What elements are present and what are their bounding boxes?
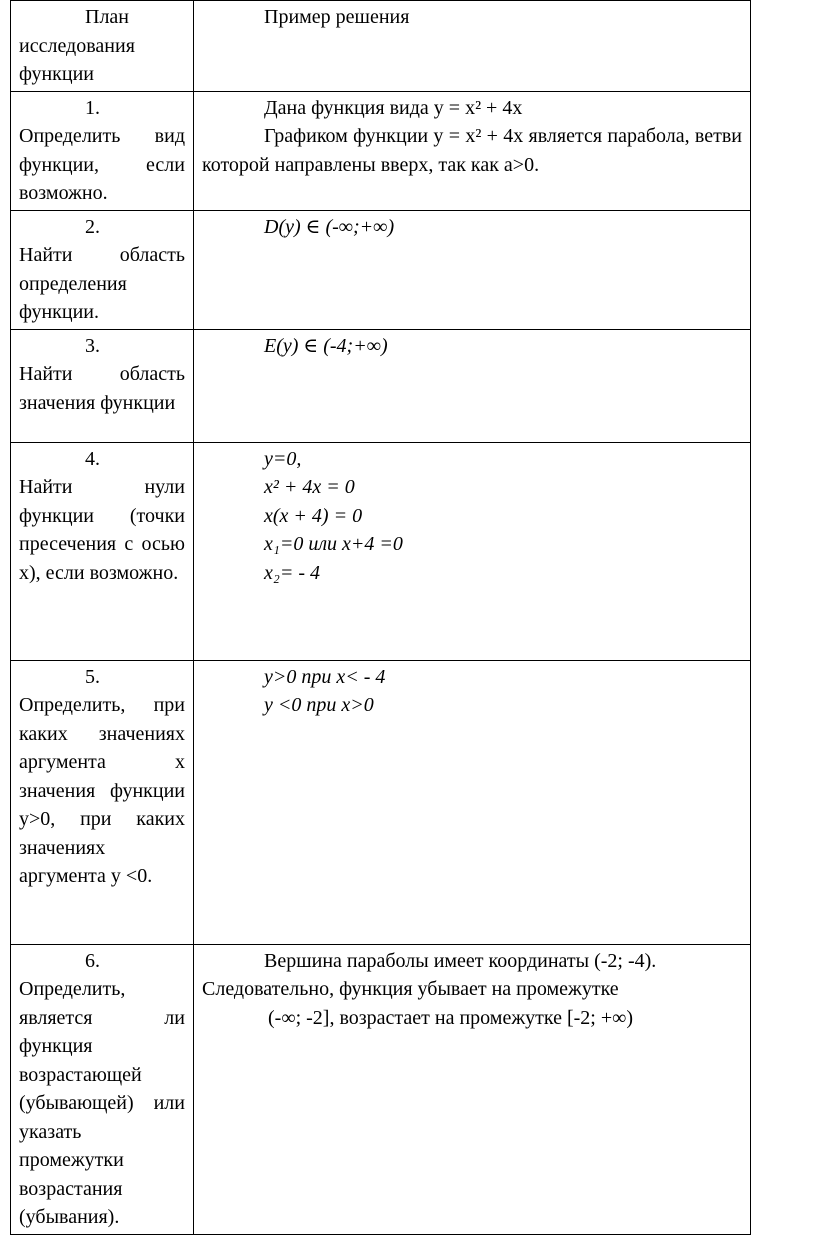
row-number: 4. [85,447,100,470]
example-line: Следовательно, функция убывает на промежутке [202,978,619,1000]
plan-text: Определить, при каких значениях аргумента x значения функции y>0, при каких значениях аргумента y <0. [19,694,185,887]
table-row [11,210,751,329]
example-cell [194,91,751,210]
table-row [11,944,751,1234]
plan-text: Найти область определения функции. [19,244,185,323]
row-number: 6. [85,949,100,972]
example-cell [194,944,751,1234]
example-line: Графиком функции y = x² + 4x является парабола, ветви которой направлены вверх, так как а>0. [202,125,742,176]
example-line: x₂= - 4 [264,561,320,584]
header-plan-label: План исследования функции [19,6,135,85]
example-line: y>0 при x< - 4 [264,665,386,688]
example-line: x(x + 4) = 0 [264,504,363,527]
example-line: E(y) ∈ (-4;+∞) [264,334,388,357]
example-cell [194,210,751,329]
row-number: 1. [85,96,100,119]
header-example-cell [194,1,751,92]
plan-text: Определить вид функции, если возможно. [19,125,185,204]
table-header-row [11,1,751,92]
example-cell [194,660,751,944]
plan-cell [11,91,194,210]
table-row [11,329,751,442]
header-example-label: Пример решения [264,6,410,28]
example-cell [194,329,751,442]
example-line: x₁=0 или x+4 =0 [264,533,403,555]
example-line: x² + 4x = 0 [264,476,355,498]
plan-table [10,0,751,1235]
header-plan-cell [11,1,194,92]
plan-text: Найти нули функции (точки пресечения с осью x), если возможно. [19,476,185,584]
plan-cell [11,944,194,1234]
example-cell [194,442,751,660]
example-line: D(y) ∈ (-∞;+∞) [264,215,395,238]
example-line: (-∞; -2], возрастает на промежутке [-2; +∞) [268,1006,634,1029]
plan-text: Найти область значения функции [19,363,185,414]
example-line: Дана функция вида y = x² + 4x [264,96,523,119]
row-number: 5. [85,665,100,688]
example-line: y <0 при x>0 [264,694,374,716]
table-row [11,442,751,660]
row-number: 3. [85,334,100,357]
table-row [11,660,751,944]
plan-text: Определить, является ли функция возрастающей (убывающей) или указать промежутки возрастания (убывания). [19,978,185,1228]
row-number: 2. [85,215,100,238]
table-row [11,91,751,210]
example-line: Вершина параболы имеет координаты (-2; -4). [264,949,657,972]
plan-cell [11,210,194,329]
plan-cell [11,442,194,660]
plan-cell [11,660,194,944]
example-line: y=0, [264,447,302,470]
plan-cell [11,329,194,442]
